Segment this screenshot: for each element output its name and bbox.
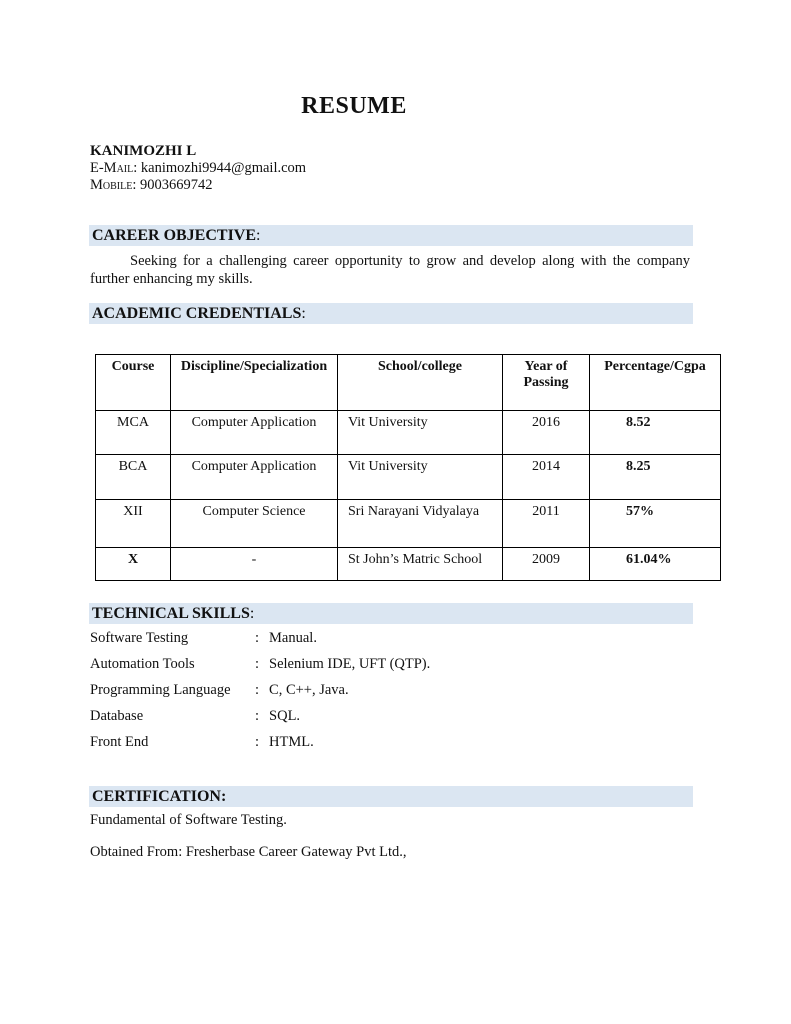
skill-value: C, C++, Java. [269, 682, 349, 698]
skill-label: Automation Tools [90, 656, 195, 672]
cell-discipline: Computer Application [171, 455, 338, 500]
skill-value: Manual. [269, 630, 317, 646]
skill-colon: : [255, 682, 260, 698]
email-value: kanimozhi9944@gmail.com [140, 160, 307, 176]
skill-colon: : [255, 630, 260, 646]
certification-line-2: Obtained From: Fresherbase Career Gateway Pvt Ltd., [90, 844, 407, 860]
section-heading-certification [89, 786, 693, 807]
academic-heading-colon: : [301, 305, 306, 322]
career-objective-heading-colon: : [256, 227, 261, 244]
skill-label: Programming Language [90, 682, 231, 698]
skill-label: Software Testing [90, 630, 189, 646]
career-objective-text: Seeking for a challenging career opportunity to grow and develop along with the company further enhancing my skills. [90, 253, 690, 287]
cell-year: 2009 [503, 548, 590, 581]
contact-email-line [90, 160, 510, 177]
cell-percentage: 8.52 [590, 411, 721, 455]
skills-list [90, 631, 690, 761]
cell-discipline: Computer Science [171, 500, 338, 548]
cell-school: Vit University [338, 411, 503, 455]
contact-name: KANIMOZHI L [90, 143, 197, 159]
skill-row [90, 631, 690, 646]
skill-row [90, 683, 690, 698]
table-row [96, 411, 721, 455]
header-discipline: Discipline/Specialization [171, 355, 338, 411]
skill-colon: : [255, 708, 260, 724]
skill-value: HTML. [269, 734, 314, 750]
cell-school: Sri Narayani Vidyalaya [338, 500, 503, 548]
skill-row [90, 735, 690, 750]
section-heading-academic-credentials [89, 303, 693, 324]
skill-colon: : [255, 734, 260, 750]
table-row [96, 455, 721, 500]
cell-school: St John’s Matric School [338, 548, 503, 581]
email-label: E-Mail: [90, 160, 138, 176]
skill-row [90, 657, 690, 672]
table-row [96, 500, 721, 548]
skill-colon: : [255, 656, 260, 672]
skill-label: Front End [90, 734, 149, 750]
cell-percentage: 61.04% [590, 548, 721, 581]
section-heading-career-objective [89, 225, 693, 246]
cell-year: 2011 [503, 500, 590, 548]
cell-school: Vit University [338, 455, 503, 500]
mobile-label: Mobile: [90, 177, 137, 193]
table-row [96, 548, 721, 581]
contact-block [90, 143, 510, 194]
career-objective-heading-text: CAREER OBJECTIVE [92, 227, 257, 244]
cell-course: BCA [96, 455, 171, 500]
skill-value: SQL. [269, 708, 301, 724]
skill-value: Selenium IDE, UFT (QTP). [269, 656, 431, 672]
section-heading-technical-skills [89, 603, 693, 624]
skill-row [90, 709, 690, 724]
academic-credentials-table [95, 354, 721, 581]
cell-percentage: 8.25 [590, 455, 721, 500]
cell-percentage: 57% [590, 500, 721, 548]
cell-year: 2016 [503, 411, 590, 455]
cell-discipline: - [171, 548, 338, 581]
table-header-row [96, 355, 721, 411]
skills-heading-text: TECHNICAL SKILLS [92, 605, 250, 622]
cell-course: XII [96, 500, 171, 548]
mobile-value: 9003669742 [140, 177, 213, 193]
cell-course: X [96, 548, 171, 581]
page-title: RESUME [301, 93, 407, 119]
header-course: Course [96, 355, 171, 411]
cell-discipline: Computer Application [171, 411, 338, 455]
academic-heading-text: ACADEMIC CREDENTIALS [92, 305, 302, 322]
cell-course: MCA [96, 411, 171, 455]
cell-year: 2014 [503, 455, 590, 500]
header-school: School/college [338, 355, 503, 411]
certification-line-1: Fundamental of Software Testing. [90, 812, 287, 828]
skill-label: Database [90, 708, 144, 724]
skills-heading-colon: : [249, 605, 255, 622]
header-percentage: Percentage/Cgpa [590, 355, 721, 411]
header-year: Year of Passing [503, 355, 590, 411]
contact-mobile-line [90, 177, 510, 194]
certification-heading-text: CERTIFICATION: [92, 788, 227, 805]
